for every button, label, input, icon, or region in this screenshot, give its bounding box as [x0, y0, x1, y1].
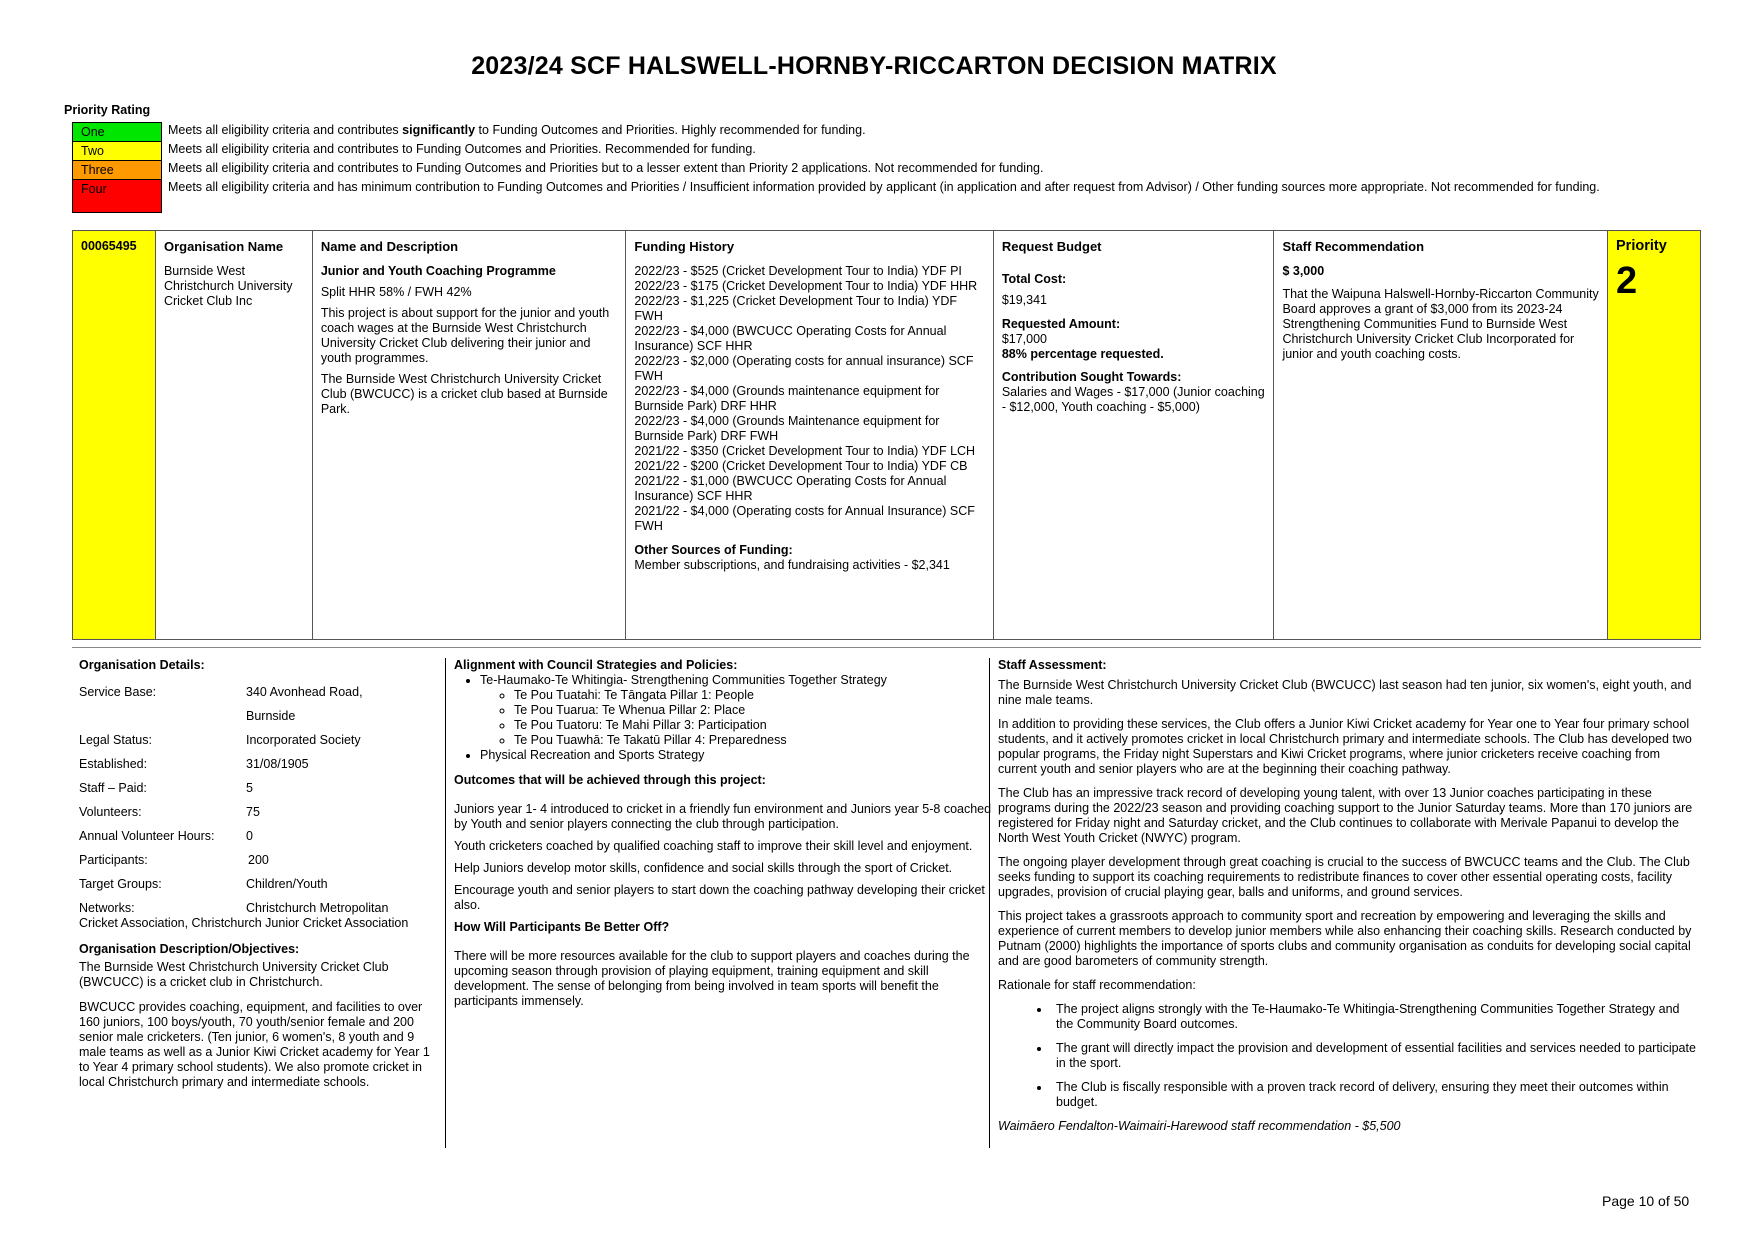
better-off-heading: How Will Participants Be Better Off?	[454, 920, 670, 934]
rationale-item: • The grant will directly impact the provision and development of essential facilities and services needed to participate in the sport.	[1051, 1041, 1698, 1071]
priority-row-two	[72, 141, 1652, 160]
priority-swatch-four: Four	[72, 179, 162, 213]
request-budget-heading: Request Budget	[1001, 239, 1102, 254]
legal-status-label: Legal Status:	[79, 733, 152, 747]
target-groups-label: Target Groups:	[79, 877, 162, 891]
pillar-item: ◦ Te Pou Tuatoru: Te Mahi Pillar 3: Participation	[514, 718, 1004, 733]
project-name: Junior and Youth Coaching Programme	[320, 264, 556, 278]
pillar-item: ◦ Te Pou Tuawhā: Te Takatū Pillar 4: Preparedness	[514, 733, 1004, 748]
requested-percentage: 88% percentage requested.	[1001, 347, 1164, 361]
assessment-paragraph: In addition to providing these services, the Club offers a Junior Kiwi Cricket academy for Year one to Year four primary school students, and it actively promotes cricket in local Christchurch primary and intermediate schools. The Club has developed two popular programs, the Friday night Superstars and Kiwi Cricket programs, where junior cricketers receive coaching from current youth and senior players who are at the beginning their coaching pathway.	[998, 717, 1692, 776]
outcome-paragraph: Juniors year 1- 4 introduced to cricket in a friendly fun environment and Juniors year 5-8 coached by Youth and senior players connecting the club through participation.	[454, 802, 992, 831]
contribution-text: Salaries and Wages - $17,000 (Junior coaching - $12,000, Youth coaching - $5,000)	[1001, 385, 1265, 414]
priority-desc-four: Meets all eligibility criteria and has minimum contribution to Funding Outcomes and Priorities / Insufficient information provided by applicant (in application and after request from Advisor) / Other funding sources more appropriate. Not recommended for funding.	[168, 180, 1600, 194]
outcomes-heading: Outcomes that will be achieved through this project:	[454, 773, 766, 787]
priority-rating-heading: Priority Rating	[64, 103, 151, 117]
outcome-paragraph: Encourage youth and senior players to start down the coaching pathway developing their cricket also.	[454, 883, 985, 912]
established-row	[79, 757, 436, 772]
pillar-list	[480, 688, 1004, 748]
staff-paid-label: Staff – Paid:	[79, 781, 147, 795]
funding-history-item: 2022/23 - $2,000 (Operating costs for annual insurance) SCF FWH	[634, 354, 974, 383]
priority-heading: Priority	[1616, 238, 1667, 254]
funding-history-item: 2022/23 - $1,225 (Cricket Development Tour to India) YDF FWH	[634, 294, 958, 323]
participants-row	[79, 853, 436, 868]
funding-history-item: 2022/23 - $175 (Cricket Development Tour to India) YDF HHR	[634, 279, 978, 293]
priority-row-four	[72, 179, 1652, 213]
other-sources-heading: Other Sources of Funding:	[634, 543, 793, 557]
staff-recommendation-footnote: Waimāero Fendalton-Waimairi-Harewood staff recommendation - $5,500	[998, 1119, 1401, 1133]
decision-matrix-table	[72, 230, 1701, 640]
participants-label: Participants:	[79, 853, 148, 867]
organisation-name-heading: Organisation Name	[163, 239, 284, 254]
organisation-details-heading: Organisation Details:	[79, 658, 205, 672]
assessment-paragraph: This project takes a grassroots approach to community sport and recreation by empowering and leveraging the skills and experience of current members to develop junior members while also enhancing their coaching skills. Research conducted by Putnam (2000) highlights the importance of sports clubs and community organisation as conduits for developing social capital and are good barometers of community strength.	[998, 909, 1692, 968]
funding-history-cell	[626, 231, 993, 640]
other-sources-text: Member subscriptions, and fundraising activities - $2,341	[634, 558, 950, 572]
networks-value-1: Christchurch Metropolitan	[246, 901, 389, 915]
outcome-paragraph: Youth cricketers coached by qualified coaching staff to improve their skill level and enjoyment.	[454, 839, 973, 853]
established-label: Established:	[79, 757, 148, 771]
strategy-list	[454, 673, 1004, 763]
volunteers-value: 75	[246, 805, 260, 819]
contribution-label: Contribution Sought Towards:	[1001, 370, 1182, 384]
participants-value: 200	[248, 853, 269, 867]
rationale-list	[998, 1002, 1698, 1110]
priority-row-one	[72, 122, 1652, 141]
organisation-details-column	[79, 658, 436, 1096]
description-paragraph: This project is about support for the junior and youth coach wages at the Burnside West Christchurch University Cricket Club delivering their junior and youth programmes.	[320, 306, 610, 365]
matrix-row	[73, 231, 1701, 640]
organisation-name: Burnside West Christchurch University Cricket Club Inc	[163, 264, 293, 308]
requested-amount-value: $17,000	[1001, 332, 1048, 346]
priority-swatch-three: Three	[72, 160, 162, 179]
rationale-item: • The Club is fiscally responsible with a proven track record of delivery, ensuring they meet their outcomes within budget.	[1051, 1080, 1698, 1110]
funding-history-item: 2021/22 - $350 (Cricket Development Tour to India) YDF LCH	[634, 444, 976, 458]
legal-status-value: Incorporated Society	[246, 733, 361, 747]
strategy-item: • Physical Recreation and Sports Strategy	[480, 748, 1004, 763]
page-number: Page 10 of 50	[1602, 1193, 1690, 1209]
funding-history-item: 2021/22 - $1,000 (BWCUCC Operating Costs for Annual Insurance) SCF HHR	[634, 474, 947, 503]
target-groups-row	[79, 877, 436, 892]
volunteers-label: Volunteers:	[79, 805, 142, 819]
rationale-item: • The project aligns strongly with the Te-Haumako-Te Whitingia-Strengthening Communities Together Strategy and the Community Board outcomes.	[1051, 1002, 1698, 1032]
assessment-paragraph: The Club has an impressive track record of developing young talent, with over 13 Junior coaches participating in these programs during the 2022/23 season and providing coaching support to the Junior Saturday teams. More than 170 juniors are registered for Friday night and Saturday cricket, and the Club continues to collaborate with Merivale Papanui to develop the North West Youth Cricket (NWYC) program.	[998, 786, 1693, 845]
funding-history-item: 2021/22 - $200 (Cricket Development Tour to India) YDF CB	[634, 459, 968, 473]
priority-swatch-two: Two	[72, 141, 162, 160]
pillar-item: ◦ Te Pou Tuarua: Te Whenua Pillar 2: Place	[514, 703, 1004, 718]
funding-history-item: 2022/23 - $4,000 (Grounds maintenance equipment for Burnside Park) DRF HHR	[634, 384, 940, 413]
priority-swatch-one: One	[72, 122, 162, 141]
funding-history-item: 2021/22 - $4,000 (Operating costs for Annual Insurance) SCF FWH	[634, 504, 975, 533]
assessment-paragraph: The ongoing player development through great coaching is crucial to the success of BWCUCC teams and the Club. The Club seeks funding to support its coaching requirements to redistribute finances to cover other essential operating costs, facility upgrades, provision of crucial playing gear, balls and uniforms, and ground services.	[998, 855, 1690, 899]
staff-recommendation-amount: $ 3,000	[1282, 264, 1325, 278]
total-cost-label: Total Cost:	[1001, 272, 1067, 286]
service-base-label: Service Base:	[79, 685, 157, 699]
priority-desc-one: Meets all eligibility criteria and contributes significantly to Funding Outcomes and Priorities. Highly recommended for funding.	[168, 123, 866, 137]
target-groups-value: Children/Youth	[246, 877, 328, 891]
organisation-description-paragraph: The Burnside West Christchurch University Cricket Club (BWCUCC) is a cricket club in Christchurch.	[79, 960, 389, 989]
legal-status-row	[79, 733, 436, 748]
priority-desc-three: Meets all eligibility criteria and contributes to Funding Outcomes and Priorities but to a lesser extent than Priority 2 applications. Not recommended for funding.	[168, 161, 1044, 175]
staff-recommendation-heading: Staff Recommendation	[1282, 239, 1425, 254]
page-title: 2023/24 SCF HALSWELL-HORNBY-RICCARTON DECISION MATRIX	[471, 52, 1277, 80]
priority-desc-two: Meets all eligibility criteria and contributes to Funding Outcomes and Priorities. Recommended for funding.	[168, 142, 756, 156]
description-heading: Name and Description	[320, 239, 459, 254]
assessment-paragraph: The Burnside West Christchurch University Cricket Club (BWCUCC) last season had ten junior, six women's, eight youth, and nine male teams.	[998, 678, 1692, 707]
staff-paid-row	[79, 781, 436, 796]
funding-history-item: 2022/23 - $525 (Cricket Development Tour to India) YDF PI	[634, 264, 962, 278]
established-value: 31/08/1905	[246, 757, 309, 771]
request-budget-cell	[993, 231, 1274, 640]
pillar-item: ◦ Te Pou Tuatahi: Te Tāngata Pillar 1: People	[514, 688, 1004, 703]
priority-value: 2	[1616, 260, 1638, 302]
service-base-value: 340 Avonhead Road, Burnside	[246, 685, 363, 723]
volunteers-row	[79, 805, 436, 820]
alignment-heading: Alignment with Council Strategies and Policies:	[454, 658, 738, 672]
organisation-description-heading: Organisation Description/Objectives:	[79, 942, 300, 956]
priority-row-three	[72, 160, 1652, 179]
volunteer-hours-label: Annual Volunteer Hours:	[79, 829, 215, 843]
rationale-heading: Rationale for staff recommendation:	[998, 978, 1196, 992]
funding-history-item: 2022/23 - $4,000 (BWCUCC Operating Costs for Annual Insurance) SCF HHR	[634, 324, 947, 353]
organisation-description-paragraph: BWCUCC provides coaching, equipment, and facilities to over 160 juniors, 100 boys/youth, 70 youth/senior female and 200 senior male cricketers. (Ten junior, 6 women's, 8 youth and 9 male teams as well as a Junior Kiwi Cricket academy for Year 1 to Year 4 primary school students). We also promote cricket in local Christchurch primary and intermediate schools.	[79, 1000, 430, 1089]
application-id-cell	[73, 231, 156, 640]
total-cost-value: $19,341	[1001, 293, 1048, 307]
split-text: Split HHR 58% / FWH 42%	[320, 285, 472, 299]
priority-cell	[1608, 231, 1701, 640]
networks-value-2: Cricket Association, Christchurch Junior Cricket Association	[79, 916, 409, 930]
description-cell	[312, 231, 626, 640]
outcome-paragraph: Help Juniors develop motor skills, confidence and social skills through the sport of Cricket.	[454, 861, 953, 875]
staff-recommendation-cell	[1274, 231, 1608, 640]
application-id: 00065495	[81, 239, 137, 253]
staff-assessment-heading: Staff Assessment:	[998, 658, 1107, 672]
requested-amount-label: Requested Amount:	[1001, 317, 1121, 331]
funding-history-item: 2022/23 - $4,000 (Grounds Maintenance equipment for Burnside Park) DRF FWH	[634, 414, 940, 443]
better-off-paragraph: There will be more resources available for the club to support players and coaches during the upcoming season through provision of playing equipment, training equipment and skill development. The sense of belonging from being involved in team sports will benefit the participants immensely.	[454, 949, 970, 1008]
volunteer-hours-row	[79, 829, 436, 844]
staff-paid-value: 5	[246, 781, 253, 795]
staff-recommendation-text: That the Waipuna Halswell-Hornby-Riccarton Community Board approves a grant of $3,000 from its 2023-24 Strengthening Communities Fund to Burnside West Christchurch University Cricket Club Incorporated for junior and youth coaching costs.	[1282, 287, 1599, 361]
priority-rating-legend	[72, 122, 1652, 213]
alignment-column	[445, 658, 1004, 1148]
service-base-row	[79, 685, 436, 724]
section-divider	[72, 647, 1701, 648]
networks-label: Networks:	[79, 901, 135, 915]
strategy-item: • Te-Haumako-Te Whitingia- Strengthening Communities Together Strategy ◦ Te Pou Tuatahi: Te Tāngata Pillar 1: People ◦ Te Pou Tuarua: Te Whenua Pillar 2: Place ◦ Te Pou Tuatoru: Te Mahi Pillar 3: Participation ◦ Te Pou Tuawhā: Te Takatū Pillar 4: Preparedness	[480, 673, 1004, 748]
staff-assessment-column	[989, 658, 1698, 1148]
description-paragraph: The Burnside West Christchurch University Cricket Club (BWCUCC) is a cricket club based at Burnside Park.	[320, 372, 608, 416]
funding-history-list	[634, 264, 984, 534]
organisation-cell	[155, 231, 312, 640]
funding-history-heading: Funding History	[634, 239, 735, 254]
volunteer-hours-value: 0	[246, 829, 253, 843]
networks-row	[79, 901, 436, 931]
